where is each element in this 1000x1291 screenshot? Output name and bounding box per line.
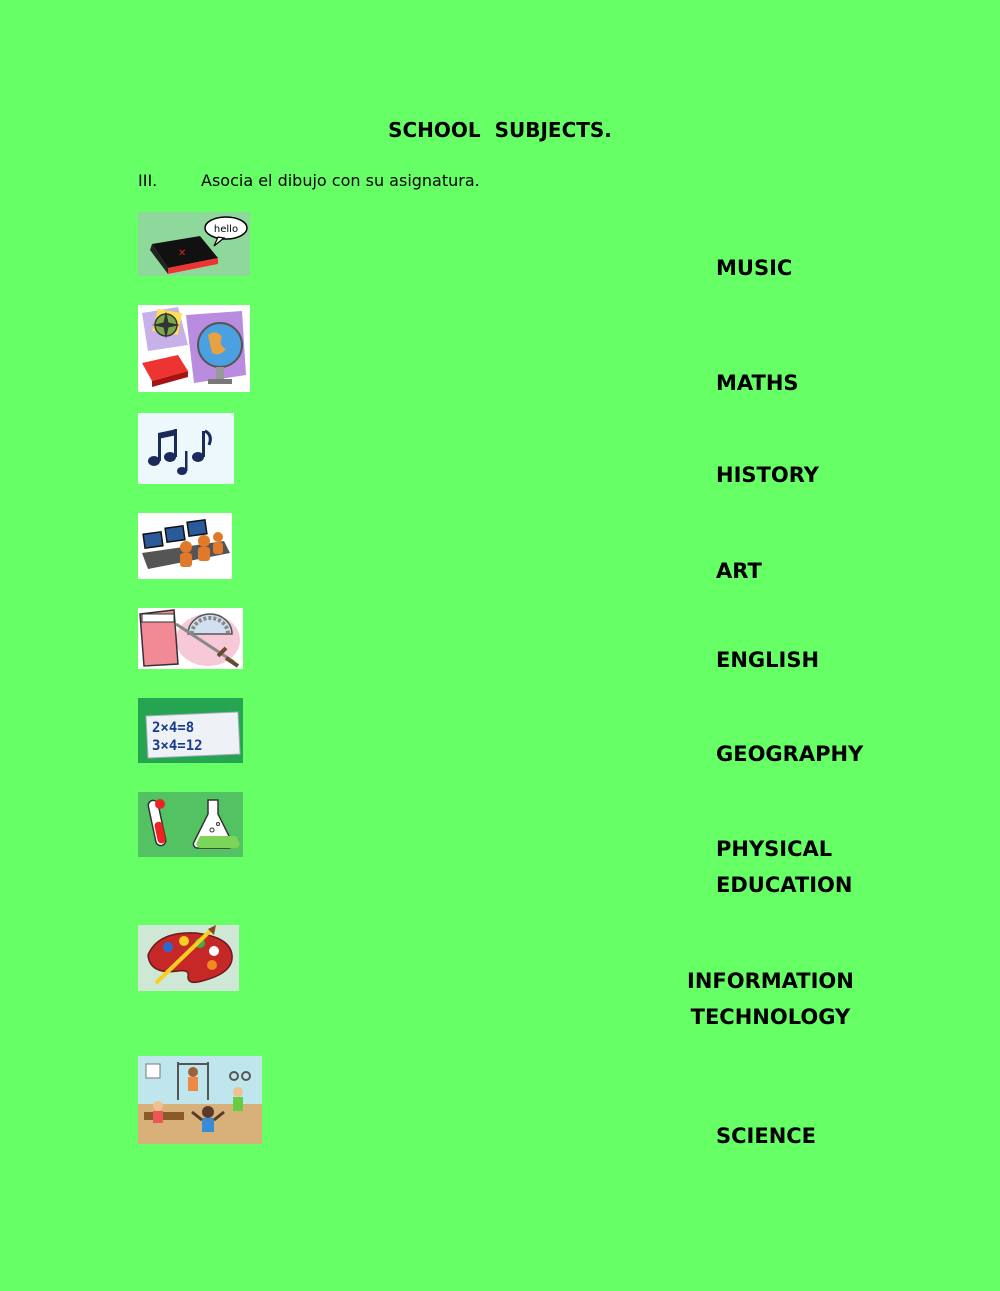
subject-geography[interactable]: GEOGRAPHY [716,742,864,766]
art-paint-palette-icon[interactable] [138,925,239,991]
english-book-hello-icon[interactable] [138,212,250,276]
card-line-2: 3×4=12 [152,738,203,754]
subject-physical-education[interactable] [716,831,852,903]
subject-history[interactable]: HISTORY [716,463,819,487]
hello-bubble-text: hello [213,224,239,235]
worksheet-title: SCHOOL SUBJECTS. [388,118,612,142]
physical-education-kids-gym-icon[interactable] [138,1056,262,1144]
science-test-tube-flask-icon[interactable] [138,792,243,857]
maths-multiplication-card-icon[interactable] [138,698,243,763]
music-notes-icon[interactable] [138,413,234,484]
card-line-1: 2×4=8 [152,720,195,736]
subject-english[interactable]: ENGLISH [716,648,820,672]
computer-students-icon[interactable] [138,513,232,579]
subject-science[interactable]: SCIENCE [716,1124,817,1148]
subject-information-technology-line1: INFORMATION [687,969,854,993]
subject-art[interactable]: ART [716,559,762,583]
subject-physical-education-line2: EDUCATION [716,873,853,897]
subject-information-technology-line2: TECHNOLOGY [690,1005,851,1029]
subject-information-technology[interactable] [687,963,854,1035]
geography-compass-globe-icon[interactable] [138,305,250,392]
subject-music[interactable]: MUSIC [716,256,793,280]
history-book-sword-icon[interactable] [138,608,243,669]
subject-physical-education-line1: PHYSICAL [716,837,833,861]
exercise-number: III. [138,171,158,190]
exercise-instruction: Asocia el dibujo con su asignatura. [201,171,480,190]
subject-maths[interactable]: MATHS [716,371,799,395]
svg-text:✕: ✕ [178,248,187,259]
